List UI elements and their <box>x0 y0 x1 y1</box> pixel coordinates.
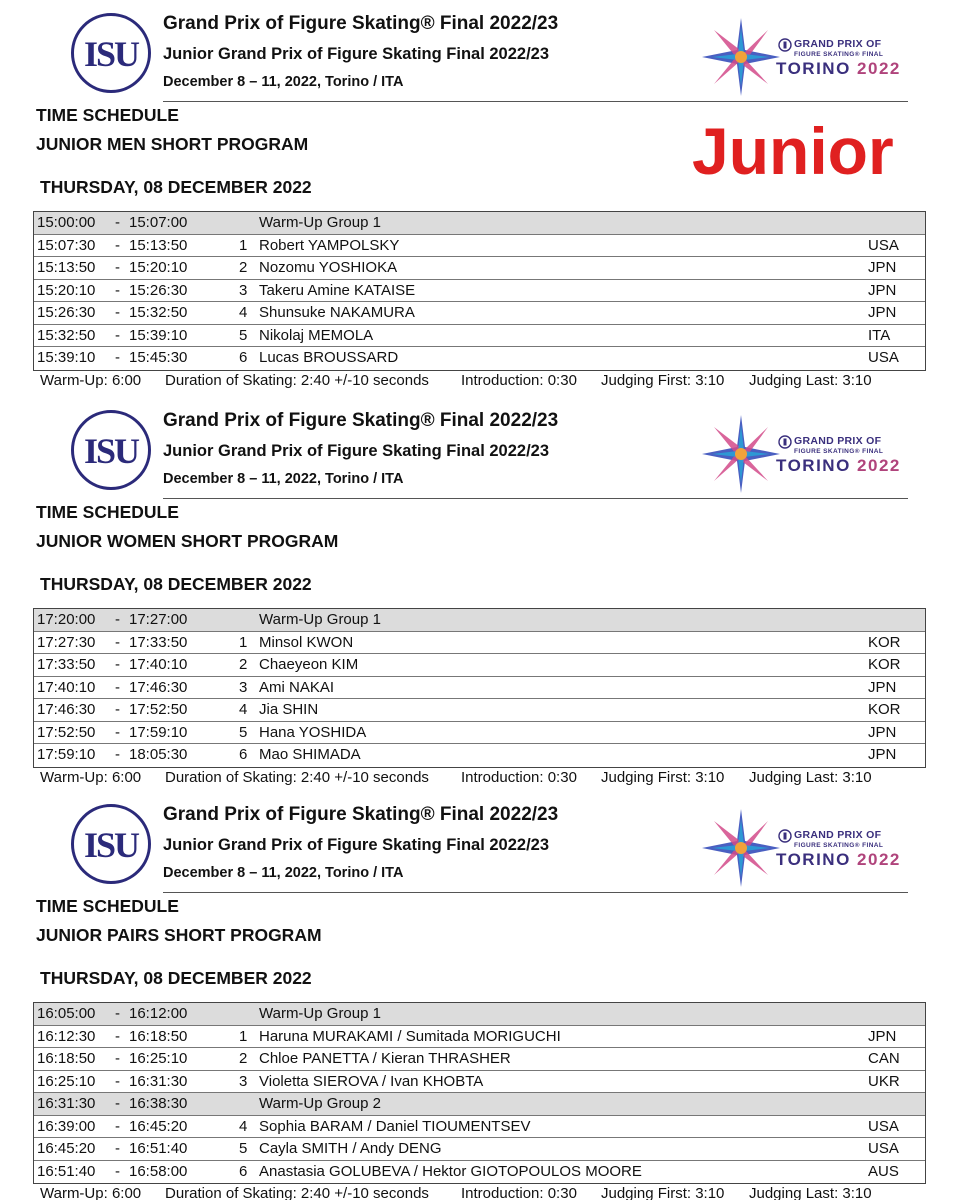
day-title: THURSDAY, 08 DECEMBER 2022 <box>40 177 312 197</box>
time-dash: - <box>115 1072 120 1090</box>
time-dash: - <box>115 304 120 321</box>
skating-duration: Duration of Skating: 2:40 +/-10 seconds <box>165 371 429 389</box>
skater-name: Minsol KWON <box>259 633 354 651</box>
warmup-label: Warm-Up Group 2 <box>259 1095 381 1112</box>
nation-code: JPN <box>868 723 897 741</box>
star-icon <box>700 413 782 495</box>
end-time: 16:51:40 <box>129 1140 188 1157</box>
start-number: 6 <box>239 746 248 763</box>
introduction-time: Introduction: 0:30 <box>461 768 577 786</box>
end-time: 17:27:00 <box>129 611 188 628</box>
time-dash: - <box>115 633 120 651</box>
skater-row <box>34 302 925 325</box>
skater-name: Mao SHIMADA <box>259 746 361 763</box>
warmup-label: Warm-Up Group 1 <box>259 611 381 628</box>
end-time: 17:59:10 <box>129 723 188 741</box>
skating-duration: Duration of Skating: 2:40 +/-10 seconds <box>165 768 429 786</box>
start-number: 2 <box>239 1050 248 1067</box>
nation-code: JPN <box>868 281 897 299</box>
nation-code: JPN <box>868 304 897 321</box>
end-time: 16:18:50 <box>129 1027 188 1045</box>
program-title: JUNIOR MEN SHORT PROGRAM <box>36 134 309 154</box>
isu-logo <box>70 12 152 94</box>
section-junior-women <box>0 397 960 786</box>
skater-row <box>34 257 925 280</box>
skater-name: Chaeyeon KIM <box>259 656 359 673</box>
gp-logo-city-name: TORINO <box>776 850 851 869</box>
start-number: 6 <box>239 1162 248 1180</box>
start-time: 16:12:30 <box>37 1027 96 1045</box>
gp-logo-line2: FIGURE SKATING® FINAL <box>794 842 884 849</box>
end-time: 17:46:30 <box>129 678 188 696</box>
skater-name: Cayla SMITH / Andy DENG <box>259 1140 442 1157</box>
start-number: 3 <box>239 281 248 299</box>
event-title-senior: Grand Prix of Figure Skating® Final 2022/23 <box>163 804 559 825</box>
end-time: 16:38:30 <box>129 1095 188 1112</box>
nation-code: CAN <box>868 1050 900 1067</box>
time-dash: - <box>115 611 120 628</box>
junior-tag: Junior <box>692 114 894 188</box>
isu-logo-text: ISU <box>83 825 139 865</box>
skater-row <box>34 1116 925 1139</box>
start-time: 17:46:30 <box>37 701 96 718</box>
skater-row <box>34 654 925 677</box>
skater-name: Nikolaj MEMOLA <box>259 326 374 344</box>
nation-code: UKR <box>868 1072 900 1090</box>
isu-mini-icon <box>778 829 792 843</box>
nation-code: USA <box>868 1117 899 1135</box>
end-time: 15:26:30 <box>129 281 188 299</box>
gp-logo-city-name: TORINO <box>776 456 851 475</box>
end-time: 15:07:00 <box>129 214 188 231</box>
start-number: 5 <box>239 1140 248 1157</box>
day-title: THURSDAY, 08 DECEMBER 2022 <box>40 968 312 988</box>
time-dash: - <box>115 656 120 673</box>
end-time: 15:20:10 <box>129 259 188 276</box>
end-time: 15:13:50 <box>129 236 188 254</box>
start-number: 4 <box>239 304 248 321</box>
schedule-table <box>33 211 926 371</box>
skater-row <box>34 744 925 767</box>
skater-row <box>34 347 925 370</box>
warmup-label: Warm-Up Group 1 <box>259 1005 381 1022</box>
star-icon <box>700 807 782 889</box>
judging-first: Judging First: 3:10 <box>601 1185 725 1200</box>
time-dash: - <box>115 349 120 366</box>
event-title-junior: Junior Grand Prix of Figure Skating Final 2022/23 <box>163 45 550 63</box>
end-time: 15:39:10 <box>129 326 188 344</box>
introduction-time: Introduction: 0:30 <box>461 1185 577 1200</box>
skater-name: Robert YAMPOLSKY <box>259 236 400 254</box>
start-time: 17:20:00 <box>37 611 96 628</box>
isu-mini-icon <box>778 435 792 449</box>
gp-logo-year: 2022 <box>857 59 901 78</box>
gp-logo-line1: GRAND PRIX OF <box>794 38 882 50</box>
time-dash: - <box>115 701 120 718</box>
gp-logo-line2: FIGURE SKATING® FINAL <box>794 51 884 58</box>
start-time: 17:33:50 <box>37 656 96 673</box>
judging-first: Judging First: 3:10 <box>601 768 725 786</box>
skater-row <box>34 699 925 722</box>
end-time: 16:45:20 <box>129 1117 188 1135</box>
skater-name: Nozomu YOSHIOKA <box>259 259 398 276</box>
end-time: 16:12:00 <box>129 1005 188 1022</box>
warmup-duration: Warm-Up: 6:00 <box>40 768 142 786</box>
time-dash: - <box>115 723 120 741</box>
gp-logo-city <box>776 456 901 476</box>
start-number: 4 <box>239 1117 248 1135</box>
judging-last: Judging Last: 3:10 <box>749 1185 872 1200</box>
start-number: 2 <box>239 656 248 673</box>
skater-row <box>34 677 925 700</box>
gp-logo-city-name: TORINO <box>776 59 851 78</box>
skater-name: Chloe PANETTA / Kieran THRASHER <box>259 1050 511 1067</box>
skater-name: Shunsuke NAKAMURA <box>259 304 415 321</box>
skater-name: Ami NAKAI <box>259 678 335 696</box>
start-time: 16:31:30 <box>37 1095 96 1112</box>
time-dash: - <box>115 259 120 276</box>
event-dates: December 8 – 11, 2022, Torino / ITA <box>163 865 404 881</box>
warmup-duration: Warm-Up: 6:00 <box>40 371 142 389</box>
start-time: 15:13:50 <box>37 259 96 276</box>
warmup-row <box>34 212 925 235</box>
star-icon <box>700 16 782 98</box>
warmup-row <box>34 1003 925 1026</box>
warmup-row <box>34 1093 925 1116</box>
judging-last: Judging Last: 3:10 <box>749 768 872 786</box>
header-rule <box>163 101 908 102</box>
start-time: 16:51:40 <box>37 1162 96 1180</box>
gp-logo-line1: GRAND PRIX OF <box>794 435 882 447</box>
time-dash: - <box>115 1027 120 1045</box>
nation-code: JPN <box>868 746 897 763</box>
start-time: 15:26:30 <box>37 304 96 321</box>
time-dash: - <box>115 1140 120 1157</box>
start-number: 6 <box>239 349 248 366</box>
skater-row <box>34 280 925 303</box>
end-time: 17:40:10 <box>129 656 188 673</box>
start-number: 2 <box>239 259 248 276</box>
section-junior-men <box>0 0 960 389</box>
header-rule <box>163 498 908 499</box>
skater-row <box>34 632 925 655</box>
event-title-junior: Junior Grand Prix of Figure Skating Final 2022/23 <box>163 836 550 854</box>
nation-code: JPN <box>868 259 897 276</box>
skating-duration: Duration of Skating: 2:40 +/-10 seconds <box>165 1185 429 1200</box>
end-time: 17:52:50 <box>129 701 188 718</box>
start-time: 16:45:20 <box>37 1140 96 1157</box>
end-time: 17:33:50 <box>129 633 188 651</box>
start-time: 16:05:00 <box>37 1005 96 1022</box>
schedule-table <box>33 1002 926 1184</box>
end-time: 16:31:30 <box>129 1072 188 1090</box>
skater-name: Violetta SIEROVA / Ivan KHOBTA <box>259 1072 484 1090</box>
isu-logo-text: ISU <box>83 431 139 471</box>
skater-name: Takeru Amine KATAISE <box>259 281 416 299</box>
time-dash: - <box>115 326 120 344</box>
start-time: 17:27:30 <box>37 633 96 651</box>
start-time: 16:25:10 <box>37 1072 96 1090</box>
skater-name: Anastasia GOLUBEVA / Hektor GIOTOPOULOS MOORE <box>259 1162 642 1180</box>
gp-logo-line1: GRAND PRIX OF <box>794 829 882 841</box>
skater-name: Sophia BARAM / Daniel TIOUMENTSEV <box>259 1117 531 1135</box>
event-header <box>0 791 960 891</box>
start-number: 4 <box>239 701 248 718</box>
gp-logo-year: 2022 <box>857 850 901 869</box>
event-title-senior: Grand Prix of Figure Skating® Final 2022/23 <box>163 410 559 431</box>
gp-logo-line2: FIGURE SKATING® FINAL <box>794 448 884 455</box>
schedule-title: TIME SCHEDULE <box>36 896 179 916</box>
start-time: 15:07:30 <box>37 236 96 254</box>
skater-row <box>34 1161 925 1184</box>
nation-code: KOR <box>868 701 901 718</box>
event-title-junior: Junior Grand Prix of Figure Skating Final 2022/23 <box>163 442 550 460</box>
gp-logo-year: 2022 <box>857 456 901 475</box>
introduction-time: Introduction: 0:30 <box>461 371 577 389</box>
day-title: THURSDAY, 08 DECEMBER 2022 <box>40 574 312 594</box>
nation-code: USA <box>868 349 899 366</box>
end-time: 18:05:30 <box>129 746 188 763</box>
event-dates: December 8 – 11, 2022, Torino / ITA <box>163 471 404 487</box>
warmup-duration: Warm-Up: 6:00 <box>40 1185 142 1200</box>
skater-name: Haruna MURAKAMI / Sumitada MORIGUCHI <box>259 1027 561 1045</box>
skater-row <box>34 1048 925 1071</box>
nation-code: USA <box>868 236 899 254</box>
judging-first: Judging First: 3:10 <box>601 371 725 389</box>
event-header <box>0 0 960 100</box>
event-dates: December 8 – 11, 2022, Torino / ITA <box>163 74 404 90</box>
warmup-label: Warm-Up Group 1 <box>259 214 381 231</box>
skater-row <box>34 235 925 258</box>
start-time: 17:40:10 <box>37 678 96 696</box>
isu-logo <box>70 409 152 491</box>
time-dash: - <box>115 1005 120 1022</box>
start-number: 1 <box>239 236 248 254</box>
skater-row <box>34 1138 925 1161</box>
time-dash: - <box>115 1050 120 1067</box>
skater-row <box>34 722 925 745</box>
nation-code: JPN <box>868 678 897 696</box>
schedule-table <box>33 608 926 768</box>
time-dash: - <box>115 281 120 299</box>
nation-code: ITA <box>868 326 891 344</box>
time-dash: - <box>115 1117 120 1135</box>
start-number: 5 <box>239 723 248 741</box>
judging-last: Judging Last: 3:10 <box>749 371 872 389</box>
isu-logo <box>70 803 152 885</box>
start-number: 3 <box>239 1072 248 1090</box>
end-time: 16:25:10 <box>129 1050 188 1067</box>
schedule-title: TIME SCHEDULE <box>36 105 179 125</box>
start-time: 15:39:10 <box>37 349 96 366</box>
start-number: 3 <box>239 678 248 696</box>
nation-code: JPN <box>868 1027 897 1045</box>
start-number: 5 <box>239 326 248 344</box>
nation-code: USA <box>868 1140 899 1157</box>
start-time: 16:18:50 <box>37 1050 96 1067</box>
nation-code: AUS <box>868 1162 899 1180</box>
end-time: 15:45:30 <box>129 349 188 366</box>
program-title: JUNIOR PAIRS SHORT PROGRAM <box>36 925 322 945</box>
event-title-senior: Grand Prix of Figure Skating® Final 2022/23 <box>163 13 559 34</box>
skater-row <box>34 1071 925 1094</box>
time-dash: - <box>115 236 120 254</box>
time-dash: - <box>115 214 120 231</box>
gp-logo-city <box>776 850 901 870</box>
isu-logo-text: ISU <box>83 34 139 74</box>
program-title: JUNIOR WOMEN SHORT PROGRAM <box>36 531 339 551</box>
start-number: 1 <box>239 1027 248 1045</box>
isu-mini-icon <box>778 38 792 52</box>
end-time: 16:58:00 <box>129 1162 188 1180</box>
time-dash: - <box>115 1095 120 1112</box>
skater-name: Lucas BROUSSARD <box>259 349 399 366</box>
start-time: 15:32:50 <box>37 326 96 344</box>
time-dash: - <box>115 678 120 696</box>
gp-logo-city <box>776 59 901 79</box>
end-time: 15:32:50 <box>129 304 188 321</box>
nation-code: KOR <box>868 656 901 673</box>
start-time: 15:00:00 <box>37 214 96 231</box>
schedule-title: TIME SCHEDULE <box>36 502 179 522</box>
start-time: 17:59:10 <box>37 746 96 763</box>
header-rule <box>163 892 908 893</box>
start-time: 15:20:10 <box>37 281 96 299</box>
time-dash: - <box>115 746 120 763</box>
nation-code: KOR <box>868 633 901 651</box>
event-header <box>0 397 960 497</box>
skater-row <box>34 1026 925 1049</box>
skater-name: Hana YOSHIDA <box>259 723 367 741</box>
skater-row <box>34 325 925 348</box>
skater-name: Jia SHIN <box>259 701 319 718</box>
start-time: 17:52:50 <box>37 723 96 741</box>
section-junior-pairs <box>0 791 960 1200</box>
start-time: 16:39:00 <box>37 1117 96 1135</box>
warmup-row <box>34 609 925 632</box>
time-dash: - <box>115 1162 120 1180</box>
start-number: 1 <box>239 633 248 651</box>
